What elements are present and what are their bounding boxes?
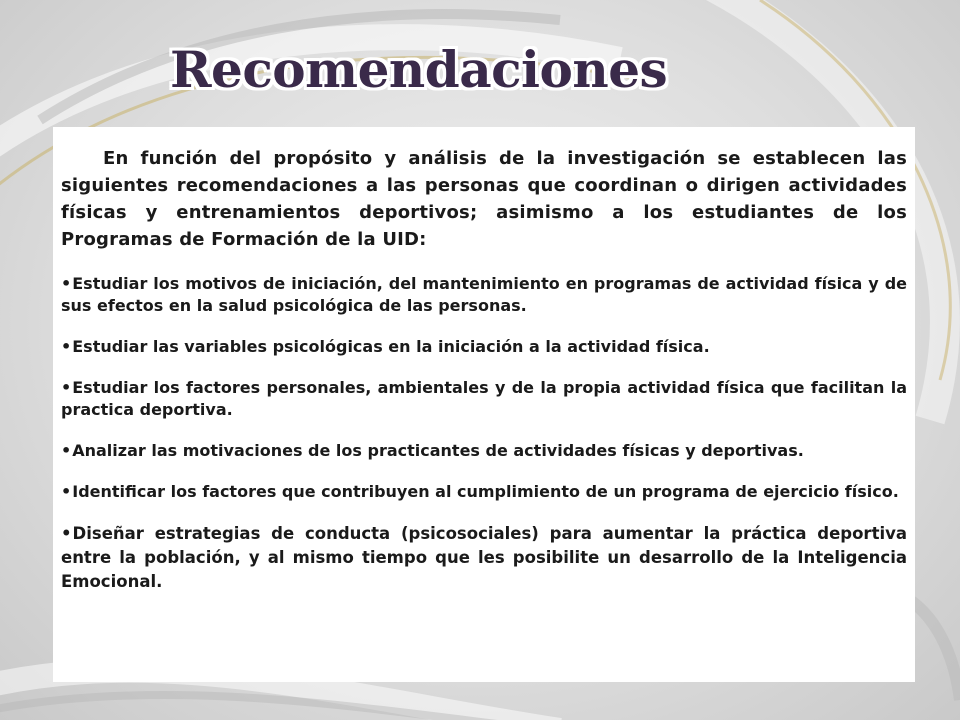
list-item — [61, 440, 907, 462]
bullet-icon: • — [61, 441, 72, 460]
recommendation-text: Analizar las motivaciones de los practicantes de actividades físicas y deportivas. — [72, 441, 804, 460]
bullet-icon: • — [61, 524, 72, 543]
bullet-icon: • — [61, 337, 72, 356]
bullet-icon: • — [61, 274, 72, 293]
list-item — [61, 273, 907, 317]
bullet-icon: • — [61, 482, 72, 501]
slide-title: Recomendaciones — [170, 40, 668, 99]
list-item — [61, 522, 907, 594]
list-item — [61, 481, 907, 503]
recommendation-text: Estudiar los motivos de iniciación, del mantenimiento en programas de actividad física y de sus efectos en la salud psicológica de las personas. — [61, 274, 907, 315]
list-item — [61, 377, 907, 421]
recommendation-text: Diseñar estrategias de conducta (psicosociales) para aumentar la práctica deportiva entre la población, y al mismo tiempo que les posibilite un desarrollo de la Inteligencia Emocional. — [61, 524, 907, 591]
recommendation-text: Estudiar los factores personales, ambientales y de la propia actividad física que facilitan la practica deportiva. — [61, 378, 907, 419]
list-item — [61, 336, 907, 358]
recommendation-text: Estudiar las variables psicológicas en la iniciación a la actividad física. — [72, 337, 710, 356]
recommendations-list — [61, 273, 907, 594]
bullet-icon: • — [61, 378, 72, 397]
intro-paragraph: En función del propósito y análisis de la investigación se establecen las siguientes recomendaciones a las personas que coordinan o dirigen actividades físicas y entrenamientos deportivos; asimismo a los estudiantes de los Programas de Formación de la UID: — [61, 148, 907, 250]
recommendation-text: Identificar los factores que contribuyen al cumplimiento de un programa de ejercicio físico. — [72, 482, 899, 501]
content-box — [53, 127, 915, 682]
